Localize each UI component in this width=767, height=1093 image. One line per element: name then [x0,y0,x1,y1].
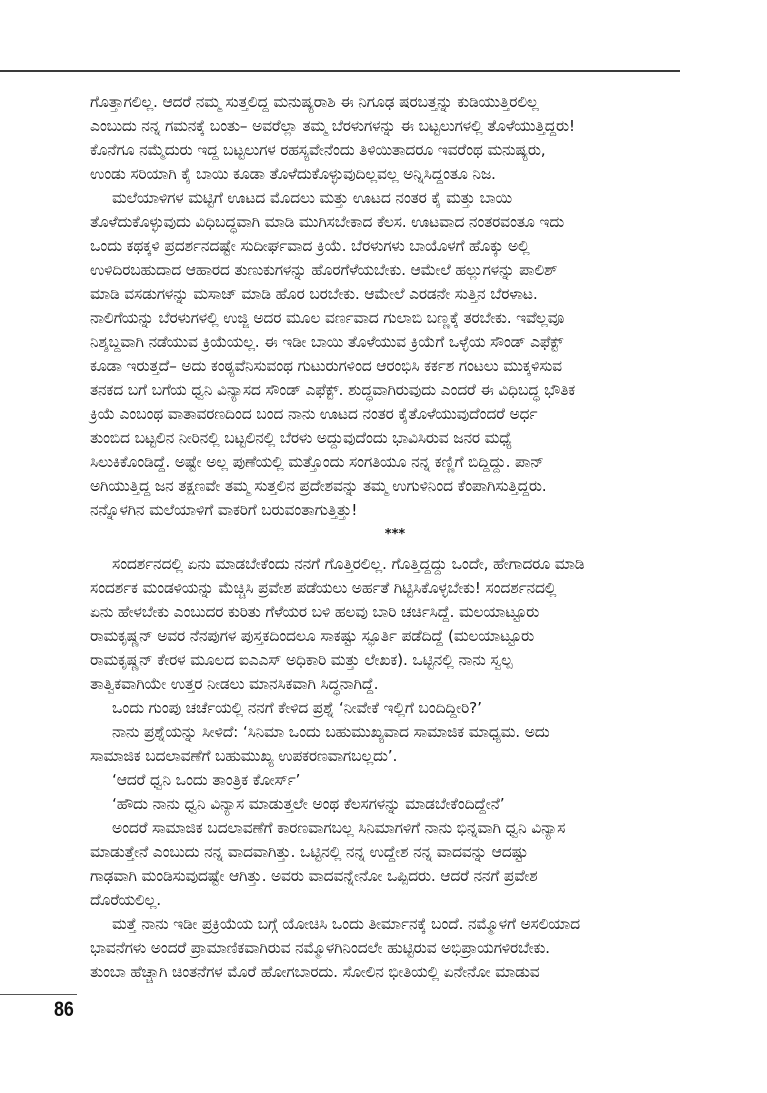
paragraph [90,696,680,720]
text-line: ಅಗಿಯುತ್ತಿದ್ದ ಜನ ತಕ್ಷಣವೇ ತಮ್ಮ ಸುತ್ತಲಿನ ಪ್ರದೇಶವನ್ನು ತಮ್ಮ ಉಗುಳಿನಿಂದ ಕೆಂಪಾಗಿಸುತ್ತಿದ್ದರು. [90,477,547,495]
text-line: ತೊಳೆದುಕೊಳ್ಳುವುದು ವಿಧಿಬದ್ಧವಾಗಿ ಮಾಡಿ ಮುಗಿಸಬೇಕಾದ ಕೆಲಸ. ಊಟವಾದ ನಂತರವಂತೂ ಇದು [90,213,565,231]
text-line: ತುಂಬಾ ಹೆಚ್ಚಾಗಿ ಚಿಂತನೆಗಳ ಮೊರೆ ಹೋಗಬಾರದು. ಸೋಲಿನ ಭೀತಿಯಲ್ಲಿ ಏನೇನೋ ಮಾಡುವ [90,963,540,981]
text-line: ಕೂಡಾ ಇರುತ್ತದೆ– ಅದು ಕಂಠ್ಯವೆನಿಸುವಂಥ ಗುಟುರುಗಳಿಂದ ಆರಂಭಿಸಿ ಕರ್ಕಶ ಗಂಟಲು ಮುಕ್ಕಳಿಸುವ [90,357,562,375]
paragraph [90,552,680,696]
text-line: ಗೊತ್ತಾಗಲಿಲ್ಲ. ಆದರೆ ನಮ್ಮ ಸುತ್ತಲಿದ್ದ ಮನುಷ್ಯರಾಶಿ ಈ ನಿಗೂಢ ಷರಬತ್ತನ್ನು ಕುಡಿಯುತ್ತಿರಲಿಲ್ಲ [90,93,539,111]
text-line: ನಾನು ಪ್ರಶ್ನೆಯನ್ನು ಸೀಳಿದೆ: ‘ಸಿನಿಮಾ ಒಂದು ಬಹುಮುಖ್ಯವಾದ ಸಾಮಾಜಿಕ ಮಾಧ್ಯಮ. ಅದು [112,723,550,741]
text-line: ದೊರೆಯಲಿಲ್ಲ. [90,891,161,909]
text-line: ಕ್ರಿಯೆ ಎಂಬಂಥ ವಾತಾವರಣದಿಂದ ಬಂದ ನಾನು ಊಟದ ನಂತರ ಕೈತೊಳೆಯುವುದೆಂದರೆ ಅರ್ಧ [90,405,538,423]
text-line: ತನಕದ ಬಗೆ ಬಗೆಯ ಧ್ವನಿ ವಿನ್ಯಾಸದ ಸೌಂಡ್ ಎಫೆಕ್ಟ್. ಶುದ್ಧವಾಗಿರುವುದು ಎಂದರೆ ಈ ವಿಧಿಬದ್ಧ ಭೌತಿಕ [90,381,576,399]
text-line: ಏನು ಹೇಳಬೇಕು ಎಂಬುದರ ಕುರಿತು ಗೆಳೆಯರ ಬಳಿ ಹಲವು ಬಾರಿ ಚರ್ಚಿಸಿದ್ದೆ. ಮಲಯಾಟ್ಟೂರು [90,603,540,621]
text-line: ಸಂದರ್ಶಕ ಮಂಡಳಿಯನ್ನು ಮೆಚ್ಚಿಸಿ ಪ್ರವೇಶ ಪಡೆಯಲು ಅರ್ಹತೆ ಗಿಟ್ಟಿಸಿಕೊಳ್ಳಬೇಕು! ಸಂದರ್ಶನದಲ್ಲಿ [90,579,557,597]
paragraph [90,186,680,522]
text-line: ನಿಶ್ಶಬ್ದವಾಗಿ ನಡೆಯುವ ಕ್ರಿಯೆಯಲ್ಲ. ಈ ಇಡೀ ಬಾಯಿ ತೊಳೆಯುವ ಕ್ರಿಯೆಗೆ ಒಳ್ಳೆಯ ಸೌಂಡ್ ಎಫೆಕ್ಟ್ [90,333,564,351]
footer-rule [0,994,77,995]
text-line: ಅಂದರೆ ಸಾಮಾಜಿಕ ಬದಲಾವಣೆಗೆ ಕಾರಣವಾಗಬಲ್ಲ ಸಿನಿಮಾಗಳಿಗೆ ನಾನು ಭಿನ್ನವಾಗಿ ಧ್ವನಿ ವಿನ್ಯಾಸ [112,819,566,837]
text-line: ರಾಮಕೃಷ್ಣನ್ ಕೇರಳ ಮೂಲದ ಐಎಎಸ್ ಅಧಿಕಾರಿ ಮತ್ತು ಲೇಖಕ). ಒಟ್ಟಿನಲ್ಲಿ ನಾನು ಸ್ವಲ್ಪ [90,651,513,669]
text-line: ಕೊನೆಗೂ ನಮ್ಮೆದುರು ಇದ್ದ ಬಟ್ಟಲುಗಳ ರಹಸ್ಯವೇನೆಂದು ತಿಳಿಯಿತಾದರೂ ಇವರೆಂಥ ಮನುಷ್ಯರು, [90,141,546,159]
text-line: ಉಂಡು ಸರಿಯಾಗಿ ಕೈ ಬಾಯಿ ಕೂಡಾ ತೊಳೆದುಕೊಳ್ಳುವುದಿಲ್ಲವಲ್ಲ ಅನ್ನಿಸಿದ್ದಂತೂ ನಿಜ. [90,165,496,183]
paragraph [90,90,680,186]
page-body [90,90,680,984]
text-line: ನನ್ನೊಳಗಿನ ಮಲೆಯಾಳಿಗೆ ವಾಕರಿಗೆ ಬರುವಂತಾಗುತ್ತಿತ್ತು! [90,501,358,519]
paragraph [90,768,680,792]
paragraph [90,912,680,984]
page-number: 86 [54,998,74,1021]
text-line: ಎಂಬುದು ನನ್ನ ಗಮನಕ್ಕೆ ಬಂತು– ಅವರೆಲ್ಲಾ ತಮ್ಮ ಬೆರಳುಗಳನ್ನು ಈ ಬಟ್ಟಲುಗಳಲ್ಲಿ ತೊಳೆಯುತ್ತಿದ್ದರು! [90,117,575,135]
text-line: ಗಾಢವಾಗಿ ಮಂಡಿಸುವುದಷ್ಟೇ ಆಗಿತ್ತು. ಅವರು ವಾದವನ್ನೇನೋ ಒಪ್ಪಿದರು. ಆದರೆ ನನಗೆ ಪ್ರವೇಶ [90,867,538,885]
text-line: ‘ಆದರೆ ಧ್ವನಿ ಒಂದು ತಾಂತ್ರಿಕ ಕೋರ್ಸ್’ [112,771,301,789]
paragraph [90,720,680,768]
text-line: ಸಂದರ್ಶನದಲ್ಲಿ ಏನು ಮಾಡಬೇಕೆಂದು ನನಗೆ ಗೊತ್ತಿರಲಿಲ್ಲ. ಗೊತ್ತಿದ್ದದ್ದು ಒಂದೇ, ಹೇಗಾದರೂ ಮಾಡಿ [112,555,585,573]
text-line: ‘ಹೌದು ನಾನು ಧ್ವನಿ ವಿನ್ಯಾಸ ಮಾಡುತ್ತಲೇ ಅಂಥ ಕೆಲಸಗಳನ್ನು ಮಾಡಬೇಕೆಂದಿದ್ದೇನೆ’ [112,795,505,813]
text-line: ಒಂದು ಗುಂಪು ಚರ್ಚೆಯಲ್ಲಿ ನನಗೆ ಕೇಳಿದ ಪ್ರಶ್ನೆ ‘ನೀವೇಕೆ ಇಲ್ಲಿಗೆ ಬಂದಿದ್ದೀರಿ?’ [112,699,482,717]
text-line: ಮಾಡುತ್ತೇನೆ ಎಂಬುದು ನನ್ನ ವಾದವಾಗಿತ್ತು. ಒಟ್ಟಿನಲ್ಲಿ ನನ್ನ ಉದ್ದೇಶ ನನ್ನ ವಾದವನ್ನು ಆದಷ್ಟು [90,843,528,861]
section-separator: *** [384,527,406,542]
text-line: ನಾಲಿಗೆಯನ್ನು ಬೆರಳುಗಳಲ್ಲಿ ಉಜ್ಜಿ ಅದರ ಮೂಲ ವರ್ಣವಾದ ಗುಲಾಬಿ ಬಣ್ಣಕ್ಕೆ ತರಬೇಕು. ಇವೆಲ್ಲವೂ [90,309,565,327]
paragraph [90,792,680,816]
text-line: ಸಾಮಾಜಿಕ ಬದಲಾವಣೆಗೆ ಬಹುಮುಖ್ಯ ಉಪಕರಣವಾಗಬಲ್ಲದು’. [90,747,398,765]
text-line: ಸಿಲುಕಿಕೊಂಡಿದ್ದೆ. ಅಷ್ಟೇ ಅಲ್ಲ ಪುಣೆಯಲ್ಲಿ ಮತ್ತೊಂದು ಸಂಗತಿಯೂ ನನ್ನ ಕಣ್ಣಿಗೆ ಬಿದ್ದಿದ್ದು. ಪಾನ್ [90,453,544,471]
text-line: ರಾಮಕೃಷ್ಣನ್ ಅವರ ನೆನಪುಗಳ ಪುಸ್ತಕದಿಂದಲೂ ಸಾಕಷ್ಟು ಸ್ಫೂರ್ತಿ ಪಡೆದಿದ್ದೆ (ಮಲಯಾಟ್ಟೂರು [90,627,534,645]
text-line: ಉಳಿದಿರಬಹುದಾದ ಆಹಾರದ ತುಣುಕುಗಳನ್ನು ಹೊರಗೆಳೆಯಬೇಕು. ಆಮೇಲೆ ಹಲ್ಲುಗಳನ್ನು ಪಾಲಿಶ್ [90,261,558,279]
text-line: ತುಂಬಿದ ಬಟ್ಟಲಿನ ನೀರಿನಲ್ಲಿ ಬಟ್ಟಲಿನಲ್ಲಿ ಬೆರಳು ಅದ್ದುವುದೆಂದು ಭಾವಿಸಿರುವ ಜನರ ಮಧ್ಯೆ [90,429,512,447]
text-line: ತಾತ್ವಿಕವಾಗಿಯೇ ಉತ್ತರ ನೀಡಲು ಮಾನಸಿಕವಾಗಿ ಸಿದ್ಧನಾಗಿದ್ದೆ. [90,675,379,693]
paragraph [90,816,680,912]
text-line: ಮಲೆಯಾಳಿಗಳ ಮಟ್ಟಿಗೆ ಊಟದ ಮೊದಲು ಮತ್ತು ಊಟದ ನಂತರ ಕೈ ಮತ್ತು ಬಾಯಿ [112,189,512,207]
text-line: ಮಾಡಿ ವಸಡುಗಳನ್ನು ಮಸಾಜ್ ಮಾಡಿ ಹೊರ ಬರಬೇಕು. ಆಮೇಲೆ ಎರಡನೇ ಸುತ್ತಿನ ಬೆರಳಾಟ. [90,285,538,303]
text-line: ಮತ್ತೆ ನಾನು ಇಡೀ ಪ್ರಕ್ರಿಯೆಯ ಬಗ್ಗೆ ಯೋಚಿಸಿ ಒಂದು ತೀರ್ಮಾನಕ್ಕೆ ಬಂದೆ. ನಮ್ಮೊಳಗೆ ಅಸಲಿಯಾದ [112,915,580,933]
text-line: ಒಂದು ಕಥಕ್ಕಳಿ ಪ್ರದರ್ಶನದಷ್ಟೇ ಸುದೀರ್ಘವಾದ ಕ್ರಿಯೆ. ಬೆರಳುಗಳು ಬಾಯೊಳಗೆ ಹೊಕ್ಕು ಅಲ್ಲಿ [90,237,530,255]
header-rule [0,70,680,72]
text-line: ಭಾವನೆಗಳು ಅಂದರೆ ಪ್ರಾಮಾಣಿಕವಾಗಿರುವ ನಮ್ಮೊಳಗಿನಿಂದಲೇ ಹುಟ್ಟಿರುವ ಅಭಿಪ್ರಾಯಗಳಿರಬೇಕು. [90,939,550,957]
